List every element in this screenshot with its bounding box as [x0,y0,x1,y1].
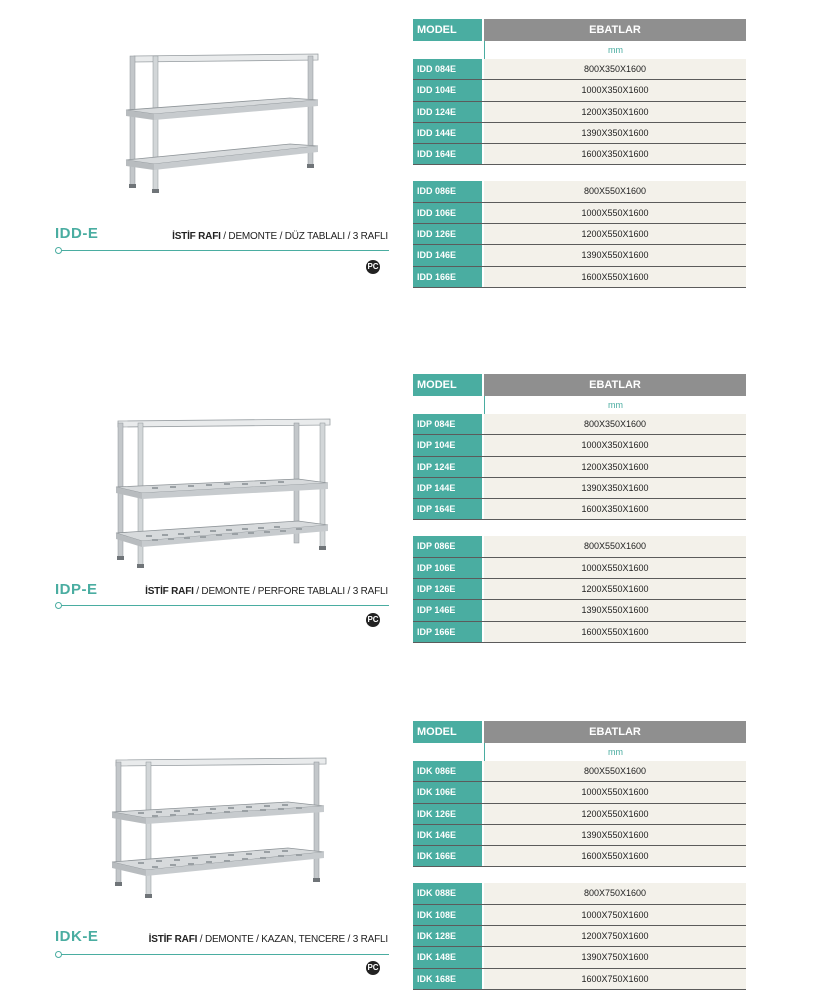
unit-row [413,396,746,414]
unit-row [413,41,746,59]
underline-dot [55,247,62,254]
size-cell: 1200X750X1600 [484,926,746,946]
table-row [413,59,746,80]
table-header [413,374,746,396]
unit-label: mm [484,743,746,761]
table-row [413,926,746,947]
model-cell: IDK 088E [413,883,482,903]
size-cell: 1200X350X1600 [484,457,746,477]
size-cell: 1600X750X1600 [484,969,746,989]
size-cell: 1390X350X1600 [484,478,746,498]
size-cell: 1000X350X1600 [484,435,746,455]
table-row [413,478,746,499]
model-cell: IDD 104E [413,80,482,100]
model-cell: IDD 086E [413,181,482,201]
table-row [413,947,746,968]
product-code: IDD-E [55,225,99,242]
size-cell: 1600X350X1600 [484,499,746,519]
table-row [413,435,746,456]
size-cell: 1200X550X1600 [484,579,746,599]
unit-label: mm [484,41,746,59]
table-row [413,558,746,579]
table-row [413,181,746,202]
shelf-image-flat [120,48,325,193]
size-cell: 1000X550X1600 [484,782,746,802]
table-row [413,499,746,520]
table-row [413,825,746,846]
col-size-header: EBATLAR [484,19,746,41]
model-cell: IDP 106E [413,558,482,578]
product-description [172,231,388,242]
table-row [413,267,746,288]
size-cell: 1000X550X1600 [484,203,746,223]
certification-icon: PC [366,961,380,975]
table-group [413,59,746,165]
table-row [413,969,746,990]
table-group [413,883,746,989]
model-cell: IDD 106E [413,203,482,223]
size-cell: 1000X550X1600 [484,558,746,578]
unit-label: mm [484,396,746,414]
model-cell: IDP 146E [413,600,482,620]
size-cell: 1200X350X1600 [484,102,746,122]
table-row [413,203,746,224]
model-cell: IDK 086E [413,761,482,781]
size-cell: 1200X550X1600 [484,224,746,244]
underline [57,605,389,606]
underline [57,250,389,251]
size-cell: 1000X350X1600 [484,80,746,100]
model-cell: IDK 148E [413,947,482,967]
size-cell: 1600X550X1600 [484,622,746,642]
size-cell: 1000X750X1600 [484,905,746,925]
description-rest: / DEMONTE / DÜZ TABLALI / 3 RAFLI [220,231,388,242]
description-bold: İSTİF RAFI [148,934,198,945]
size-cell: 1390X550X1600 [484,825,746,845]
model-cell: IDK 126E [413,804,482,824]
size-cell: 800X550X1600 [484,181,746,201]
product-description [145,586,388,597]
model-cell: IDP 084E [413,414,482,434]
col-model-header: MODEL [413,721,482,743]
table-row [413,804,746,825]
size-cell: 800X550X1600 [484,536,746,556]
model-cell: IDP 104E [413,435,482,455]
shelf-image-pot [108,754,330,909]
size-cell: 800X750X1600 [484,883,746,903]
table-row [413,123,746,144]
model-cell: IDK 146E [413,825,482,845]
size-table [413,19,746,288]
model-cell: IDD 146E [413,245,482,265]
certification-icon: PC [366,613,380,627]
table-row [413,883,746,904]
product-section-idd [0,0,819,300]
table-row [413,245,746,266]
description-rest: / DEMONTE / PERFORE TABLALI / 3 RAFLI [193,586,388,597]
col-size-header: EBATLAR [484,374,746,396]
description-bold: İSTİF RAFI [145,586,194,597]
table-row [413,579,746,600]
model-cell: IDK 168E [413,969,482,989]
col-size-header: EBATLAR [484,721,746,743]
size-cell: 1600X550X1600 [484,267,746,287]
table-group [413,761,746,867]
table-row [413,457,746,478]
product-description [149,934,388,945]
size-cell: 1200X550X1600 [484,804,746,824]
size-cell: 1600X550X1600 [484,846,746,866]
size-cell: 1390X550X1600 [484,245,746,265]
model-cell: IDP 124E [413,457,482,477]
size-cell: 1600X350X1600 [484,144,746,164]
table-row [413,761,746,782]
table-row [413,102,746,123]
table-row [413,224,746,245]
product-section-idk [0,702,819,1002]
table-row [413,622,746,643]
model-cell: IDD 144E [413,123,482,143]
size-table [413,374,746,643]
product-code: IDP-E [55,581,98,598]
underline-dot [55,951,62,958]
col-model-header: MODEL [413,374,482,396]
table-row [413,144,746,165]
table-row [413,600,746,621]
model-cell: IDD 166E [413,267,482,287]
size-cell: 800X550X1600 [484,761,746,781]
underline [57,954,389,955]
certification-icon: PC [366,260,380,274]
unit-row [413,743,746,761]
model-cell: IDK 108E [413,905,482,925]
size-cell: 800X350X1600 [484,59,746,79]
model-cell: IDP 126E [413,579,482,599]
model-cell: IDD 164E [413,144,482,164]
table-group [413,414,746,520]
model-cell: IDP 166E [413,622,482,642]
table-header [413,721,746,743]
model-cell: IDP 144E [413,478,482,498]
model-cell: IDK 106E [413,782,482,802]
table-row [413,782,746,803]
description-rest: / DEMONTE / KAZAN, TENCERE / 3 RAFLI [197,934,388,945]
model-cell: IDP 086E [413,536,482,556]
description-bold: İSTİF RAFI [172,231,221,242]
model-cell: IDK 128E [413,926,482,946]
table-row [413,905,746,926]
model-cell: IDK 166E [413,846,482,866]
product-section-idp [0,355,819,655]
table-row [413,536,746,557]
table-row [413,80,746,101]
col-model-header: MODEL [413,19,482,41]
table-group [413,181,746,287]
table-row [413,846,746,867]
table-row [413,414,746,435]
product-code: IDK-E [55,928,99,945]
size-cell: 800X350X1600 [484,414,746,434]
model-cell: IDD 084E [413,59,482,79]
model-cell: IDD 126E [413,224,482,244]
underline-dot [55,602,62,609]
model-cell: IDD 124E [413,102,482,122]
table-group [413,536,746,642]
table-header [413,19,746,41]
size-table [413,721,746,990]
size-cell: 1390X750X1600 [484,947,746,967]
model-cell: IDP 164E [413,499,482,519]
shelf-image-perforated [112,413,332,573]
size-cell: 1390X550X1600 [484,600,746,620]
size-cell: 1390X350X1600 [484,123,746,143]
